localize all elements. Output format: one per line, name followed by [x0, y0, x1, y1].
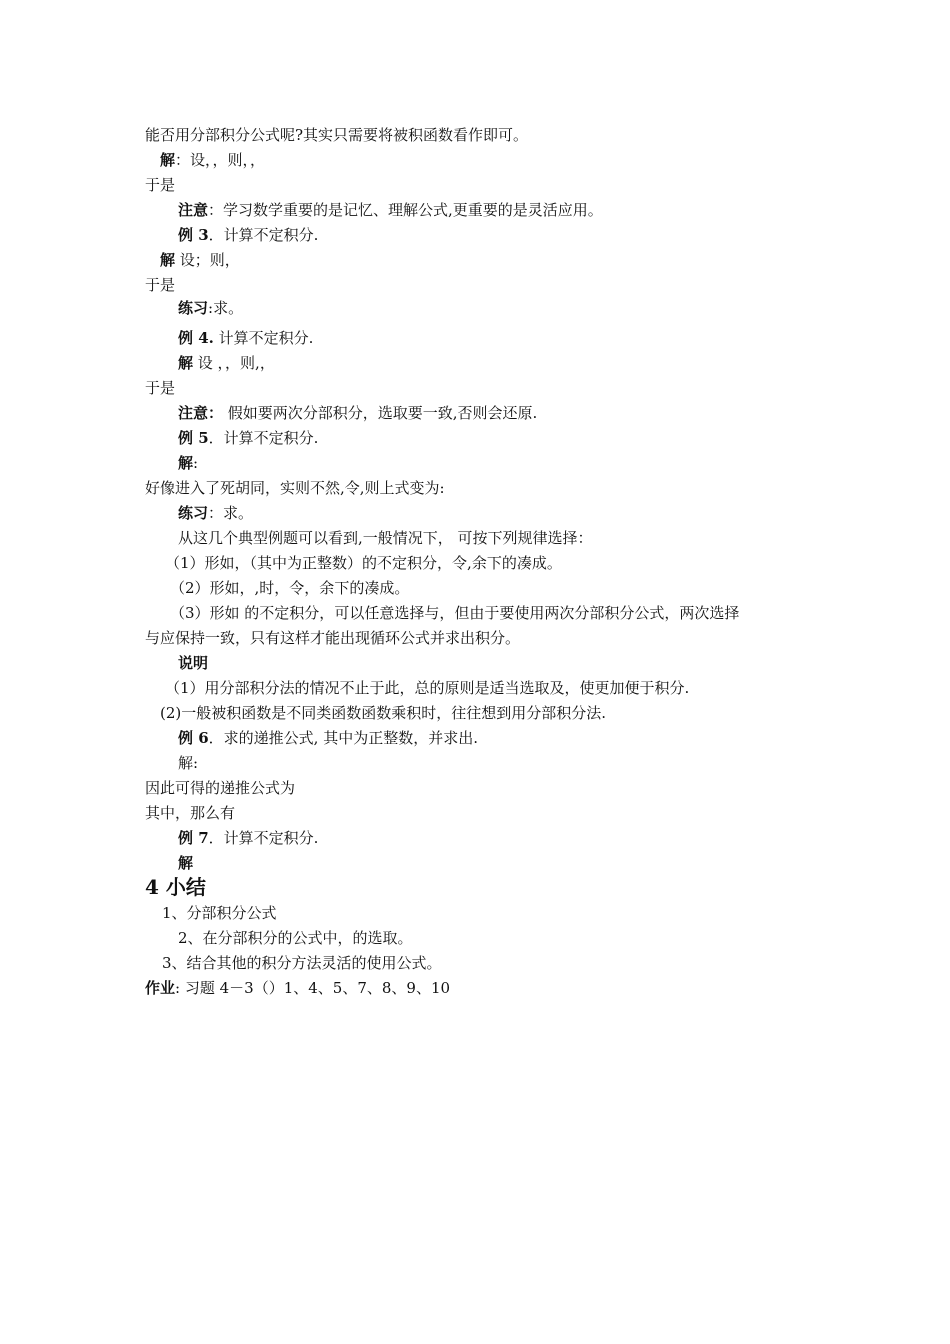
text-line: 于是	[145, 379, 176, 397]
solution-label: 解	[160, 151, 176, 169]
rule-item-2: （2）形如，,时，令，余下的凑成。	[170, 579, 410, 597]
solution-line: 解:	[178, 454, 199, 472]
solution-line: 解：设，，则，，	[160, 151, 266, 169]
example-label: 例 5	[178, 429, 209, 447]
note-line: 注意：学习数学重要的是记忆、理解公式,更重要的是灵活应用。	[178, 201, 603, 219]
text-line: 与应保持一致，只有这样才能出现循环公式并求出积分。	[145, 629, 521, 647]
solution-line	[178, 852, 193, 874]
text-line: 于是	[145, 276, 176, 294]
example-3-line: 例 3．计算不定积分.	[178, 226, 319, 244]
solution-label: 解	[160, 251, 176, 269]
example-6-line: 例 6．求的递推公式, 其中为正整数，并求出.	[178, 729, 478, 747]
text-line: 于是	[145, 176, 176, 194]
exercise-line: 练习:求。	[178, 299, 244, 317]
text-line: 因此可得的递推公式为	[145, 779, 296, 797]
rule-item-3: （3）形如 的不定积分，可以任意选择与，但由于要使用两次分部积分公式，两次选择	[170, 604, 740, 622]
summary-item-1: 1、分部积分公式	[162, 904, 277, 922]
solution-line: 解 设 ，，则,，	[178, 354, 275, 372]
explanation-item-1: （1）用分部积分法的情况不止于此，总的原则是适当选取及，使更加便于积分.	[165, 679, 690, 697]
summary-item-3: 3、结合其他的积分方法灵活的使用公式。	[162, 954, 442, 972]
homework-line: 作业: 习题 4－3（）1、4、5、7、8、9、10	[145, 979, 451, 997]
solution-label: 解	[178, 454, 194, 472]
note-label: 注意：	[178, 404, 224, 422]
homework-label: 作业	[145, 979, 176, 997]
note-line: 注意： 假如要两次分部积分，选取要一致,否则会还原.	[178, 404, 538, 422]
example-label: 例 7	[178, 829, 209, 847]
example-label: 例 6	[178, 729, 209, 747]
solution-line: 解:	[178, 754, 199, 772]
solution-label: 解	[178, 354, 194, 372]
exercise-label: 练习	[178, 504, 209, 522]
text-line: 其中，那么有	[145, 804, 236, 822]
exercise-label: 练习	[178, 299, 209, 317]
summary-item-2: 2、在分部积分的公式中，的选取。	[178, 929, 413, 947]
text-line: 能否用分部积分公式呢?其实只需要将被积函数看作即可。	[145, 126, 529, 144]
solution-label: 解	[178, 854, 194, 872]
section-heading: 4 小结	[145, 875, 206, 899]
exercise-line: 练习：求。	[178, 504, 254, 522]
rule-item-1: （1）形如，（其中为正整数）的不定积分，令,余下的凑成。	[165, 554, 562, 572]
example-5-line: 例 5．计算不定积分.	[178, 429, 319, 447]
solution-line: 解 设；则，	[160, 251, 240, 269]
explanation-item-2: (2)一般被积函数是不同类函数函数乘积时，往往想到用分部积分法.	[160, 704, 607, 722]
example-label: 例 4.	[178, 329, 214, 347]
example-label: 例 3	[178, 226, 209, 244]
note-label: 注意	[178, 201, 209, 219]
text-line: 好像进入了死胡同，实则不然,令,则上式变为:	[145, 479, 445, 497]
example-7-line: 例 7．计算不定积分.	[178, 829, 319, 847]
example-4-line: 例 4. 计算不定积分.	[178, 329, 314, 347]
text-line: 从这几个典型例题可以看到,一般情况下， 可按下列规律选择：	[178, 529, 593, 547]
explanation-heading: 说明	[178, 654, 209, 672]
